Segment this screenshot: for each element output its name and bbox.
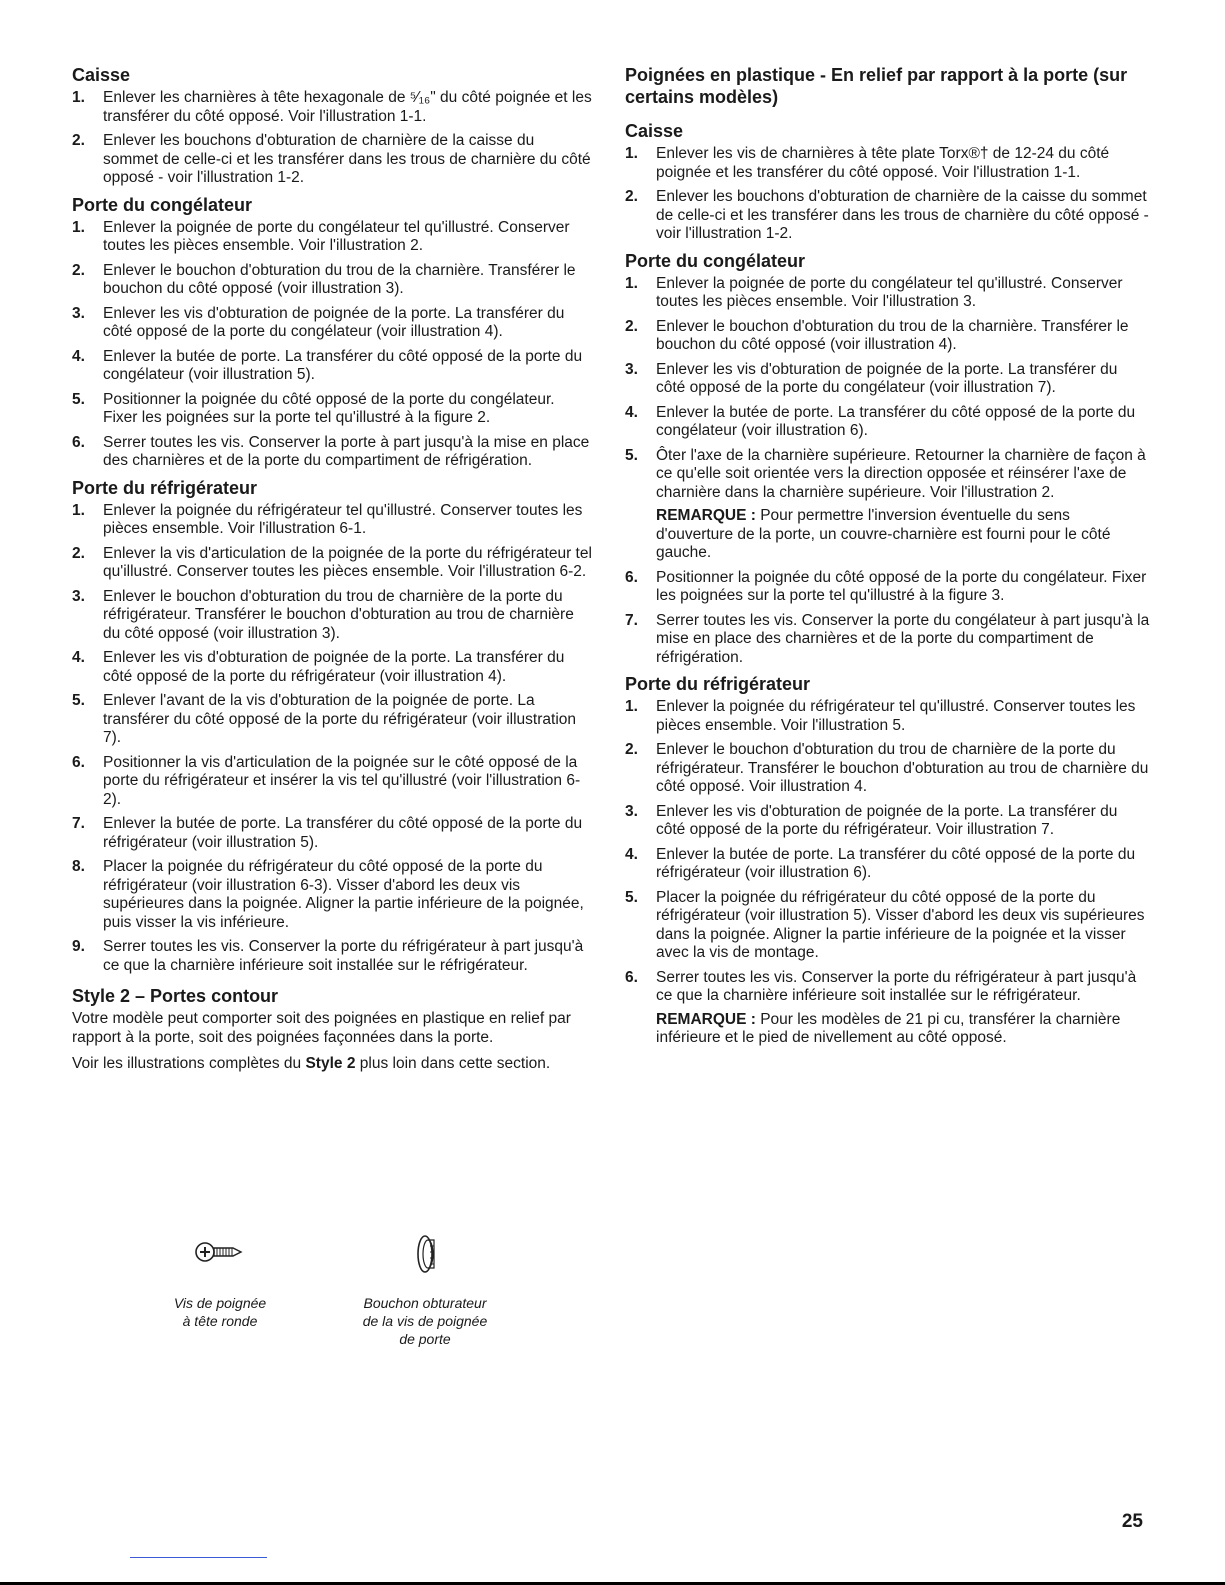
list-item-text: Enlever le bouchon d'obturation du trou de la charnière. Transférer le bouchon du côté opposé (voir illustration 3). — [103, 261, 576, 297]
bottom-rule — [130, 1557, 267, 1558]
list-item-text: Enlever les vis d'obturation de poignée de la porte. La transférer du côté opposé de la porte du congélateur (voir illustration 4). — [103, 304, 565, 340]
style2-reference — [72, 1055, 592, 1074]
list-item — [625, 404, 1150, 441]
section-heading-congelateur-right: Porte du congélateur — [625, 250, 806, 271]
list-item — [625, 188, 1150, 244]
list-item — [625, 969, 1150, 1006]
list-item — [625, 803, 1150, 840]
list-item-number: 5. — [72, 692, 85, 709]
list-item — [72, 502, 592, 539]
style2-reference-c: plus loin dans cette section. — [355, 1055, 551, 1072]
list-refrigerateur-right — [625, 698, 1150, 1006]
list-item — [72, 858, 592, 932]
list-item — [625, 612, 1150, 668]
list-item-text: Enlever les vis d'obturation de poignée de la porte. La transférer du côté opposé de la porte du réfrigérateur (voir illustration 4). — [103, 649, 565, 685]
style2-paragraph: Votre modèle peut comporter soit des poignées en plastique en relief par rapport à la porte, soit des poignées façonnées dans la porte. — [72, 1010, 571, 1046]
list-caisse-right — [625, 145, 1150, 244]
note-text: Pour permettre l'inversion éventuelle du sens d'ouverture de la porte, un couvre-charnière est fourni pour le côté gauche. — [656, 507, 1111, 561]
note-text: Pour les modèles de 21 pi cu, transférer la charnière inférieure et le pied de nivellement au côté opposé. — [656, 1010, 1121, 1046]
list-item-text: Serrer toutes les vis. Conserver la porte à part jusqu'à la mise en place des charnières et de la porte du compartiment de réfrigération. — [103, 433, 590, 469]
list-item — [72, 391, 592, 428]
parts-illustrations — [140, 1232, 560, 1362]
list-item — [625, 569, 1150, 606]
list-item-text: Enlever les charnières à tête hexagonale de ⁵⁄₁₆" du côté poignée et les transférer du côté opposé. Voir l'illustration 1-1. — [103, 89, 592, 125]
list-item-text: Placer la poignée du réfrigérateur du côté opposé de la porte du réfrigérateur (voir illustration 5). Visser d'abord les deux vis supérieures dans la poignée. Aligner la partie inférieure de la poignée et la visser avec la vis de montage. — [656, 888, 1145, 961]
list-item-text: Enlever les vis d'obturation de poignée de la porte. La transférer du côté opposé de la porte du réfrigérateur. Voir illustration 7. — [656, 802, 1118, 838]
plug-caption-3: de porte — [399, 1331, 451, 1347]
list-refrigerateur — [72, 502, 592, 976]
list-item-number: 1. — [72, 89, 85, 106]
list-item-text: Serrer toutes les vis. Conserver la porte du congélateur à part jusqu'à la mise en place des charnières et de la porte du compartiment de réfrigération. — [656, 611, 1150, 666]
list-item-text: Enlever la poignée du réfrigérateur tel qu'illustré. Conserver toutes les pièces ensemble. Voir l'illustration 6-1. — [103, 501, 583, 537]
screw-caption-2: à tête ronde — [182, 1313, 258, 1329]
list-item-number: 8. — [72, 858, 85, 875]
note-refrigerateur — [625, 1011, 1150, 1048]
round-head-screw-icon — [195, 1232, 245, 1272]
list-item-text: Enlever la vis d'articulation de la poignée de la porte du réfrigérateur tel qu'illustré. Conserver toutes les pièces ensemble. Voir l'illustration 6-2. — [103, 544, 592, 580]
list-item-text: Placer la poignée du réfrigérateur du côté opposé de la porte du réfrigérateur (voir illustration 6-3). Visser d'abord les deux vis supérieures dans la poignée. Aligner la partie inférieure de la poignée, puis visser la vis inférieure. — [103, 858, 584, 931]
list-item-number: 1. — [72, 218, 85, 236]
plug-caption-1: Bouchon obturateur — [363, 1295, 487, 1311]
list-item-number: 1. — [625, 145, 638, 162]
list-item-number: 5. — [625, 888, 638, 906]
list-item-text: Enlever les bouchons d'obturation de charnière de la caisse du sommet de celle-ci et les transférer dans les trous de charnière du côté opposé - voir l'illustration 1-2. — [656, 188, 1149, 242]
list-item-number: 2. — [625, 317, 638, 335]
section-heading-refrigerateur: Porte du réfrigérateur — [72, 477, 258, 498]
list-item-text: Positionner la poignée du côté opposé de la porte du congélateur. Fixer les poignées sur la porte tel qu'illustré à la figure 3. — [656, 568, 1147, 604]
list-item — [72, 305, 592, 342]
list-item-number: 3. — [72, 587, 85, 605]
list-item-number: 7. — [625, 611, 638, 629]
list-item — [625, 275, 1150, 312]
list-item-number: 2. — [625, 188, 638, 205]
left-column — [72, 64, 592, 1082]
list-item-text: Enlever les vis de charnières à tête plate Torx®† de 12-24 du côté poignée et les transférer du côté opposé. Voir l'illustration 1-1. — [656, 145, 1110, 181]
section-heading-congelateur: Porte du congélateur — [72, 194, 253, 215]
list-item-number: 4. — [72, 347, 85, 365]
list-item-number: 6. — [72, 753, 85, 771]
part-plug — [330, 1232, 520, 1348]
note-label: REMARQUE : — [656, 507, 756, 524]
list-item — [72, 588, 592, 644]
list-item-number: 7. — [72, 815, 85, 832]
list-item — [625, 741, 1150, 797]
list-item-text: Enlever le bouchon d'obturation du trou de la charnière. Transférer le bouchon du côté opposé (voir illustration 4). — [656, 317, 1129, 353]
list-item-text: Positionner la poignée du côté opposé de la porte du congélateur. Fixer les poignées sur la porte tel qu'illustré à la figure 2. — [103, 390, 555, 426]
list-item-text: Enlever la butée de porte. La transférer du côté opposé de la porte du congélateur (voir illustration 6). — [656, 403, 1136, 439]
list-item-number: 4. — [625, 845, 638, 863]
list-item-text: Serrer toutes les vis. Conserver la porte du réfrigérateur à part jusqu'à ce que la charnière inférieure soit installée sur le réfrigérateur. — [103, 938, 584, 974]
list-item — [72, 434, 592, 471]
list-congelateur — [72, 219, 592, 471]
list-item-number: 2. — [72, 544, 85, 562]
list-item-text: Enlever la poignée de porte du congélateur tel qu'illustré. Conserver toutes les pièces ensemble. Voir l'illustration 2. — [103, 218, 570, 254]
list-item-number: 5. — [625, 446, 638, 464]
style2-reference-bold: Style 2 — [305, 1055, 356, 1072]
list-item-number: 1. — [625, 698, 638, 715]
list-item — [72, 938, 592, 975]
list-item-number: 4. — [625, 403, 638, 421]
style2-reference-a: Voir les illustrations complètes du — [72, 1055, 306, 1072]
section-heading-caisse-right: Caisse — [625, 121, 684, 141]
list-item — [625, 318, 1150, 355]
list-item-text: Enlever la butée de porte. La transférer du côté opposé de la porte du réfrigérateur (voir illustration 6). — [656, 845, 1136, 881]
list-item — [625, 698, 1150, 735]
list-item-number: 2. — [72, 132, 85, 149]
right-column — [625, 64, 1150, 1054]
list-item-number: 1. — [625, 274, 638, 292]
list-item — [625, 889, 1150, 963]
list-item-text: Enlever la poignée de porte du congélateur tel qu'illustré. Conserver toutes les pièces ensemble. Voir l'illustration 3. — [656, 274, 1123, 310]
list-item-number: 3. — [625, 802, 638, 820]
list-item-number: 5. — [72, 390, 85, 408]
main-heading-plastic-handles: Poignées en plastique - En relief par rapport à la porte (sur certains modèles) — [625, 65, 1128, 107]
list-item-text: Positionner la vis d'articulation de la poignée sur le côté opposé de la porte du réfrigérateur et insérer la vis tel qu'illustré (voir l'illustration 6-2). — [103, 753, 581, 808]
section-heading-refrigerateur-right: Porte du réfrigérateur — [625, 674, 811, 694]
list-item — [72, 219, 592, 256]
list-item — [72, 815, 592, 852]
list-item-text: Enlever les bouchons d'obturation de charnière de la caisse du sommet de celle-ci et les transférer dans les trous de charnière du côté opposé - voir l'illustration 1-2. — [103, 132, 591, 186]
list-item-number: 2. — [625, 741, 638, 758]
list-item-text: Enlever le bouchon d'obturation du trou de charnière de la porte du réfrigérateur. Transférer le bouchon d'obturation au trou de charnière du côté opposé. Voir illustration 4. — [656, 741, 1149, 795]
list-item — [625, 145, 1150, 182]
list-item-text: Enlever le bouchon d'obturation du trou de charnière de la porte du réfrigérateur. Transférer le bouchon d'obturation au trou de charnière du côté opposé (voir illustration 3). — [103, 587, 574, 642]
list-item — [72, 262, 592, 299]
list-item — [72, 545, 592, 582]
list-item — [72, 692, 592, 748]
list-item — [72, 89, 592, 126]
list-item-text: Ôter l'axe de la charnière supérieure. Retourner la charnière de façon à ce qu'elle soit orientée vers la direction opposée et réinsérer l'axe de charnière dans la charnière supérieure. Voir l'illustration 2. — [656, 446, 1146, 501]
list-caisse — [72, 89, 592, 188]
list-item-number: 6. — [72, 433, 85, 451]
list-item — [625, 361, 1150, 398]
list-item — [72, 649, 592, 686]
list-item-number: 1. — [72, 501, 85, 519]
list-item-number: 6. — [625, 968, 638, 986]
page-number: 25 — [1121, 1511, 1143, 1532]
section-heading-style2: Style 2 – Portes contour — [72, 986, 279, 1006]
list-item — [72, 132, 592, 188]
list-item — [625, 846, 1150, 883]
note-label: REMARQUE : — [656, 1010, 756, 1028]
list-congelateur-right — [625, 275, 1150, 503]
screw-caption-1: Vis de poignée — [173, 1295, 267, 1311]
list-item-number: 9. — [72, 938, 85, 955]
list-congelateur-right-2 — [625, 569, 1150, 668]
list-item — [72, 348, 592, 385]
list-item-number: 3. — [72, 304, 85, 322]
part-screw — [130, 1232, 310, 1330]
list-item-number: 2. — [72, 261, 85, 279]
plug-caption-2: de la vis de poignée — [362, 1313, 488, 1329]
list-item — [625, 447, 1150, 503]
list-item — [72, 754, 592, 810]
list-item-text: Enlever l'avant de la vis d'obturation de la poignée de porte. La transférer du côté opposé de la porte du réfrigérateur (voir illustration 7). — [103, 692, 576, 746]
list-item-number: 6. — [625, 568, 638, 586]
list-item-text: Enlever les vis d'obturation de poignée de la porte. La transférer du côté opposé de la porte du congélateur (voir illustration 7). — [656, 360, 1118, 396]
note-congelateur — [625, 507, 1150, 563]
section-heading-caisse: Caisse — [72, 65, 131, 85]
list-item-text: Enlever la butée de porte. La transférer du côté opposé de la porte du réfrigérateur (voir illustration 5). — [103, 815, 583, 851]
list-item-text: Enlever la butée de porte. La transférer du côté opposé de la porte du congélateur (voir illustration 5). — [103, 347, 583, 383]
list-item-number: 4. — [72, 649, 85, 666]
list-item-text: Serrer toutes les vis. Conserver la porte du réfrigérateur à part jusqu'à ce que la charnière inférieure soit installée sur le réfrigérateur. — [656, 968, 1137, 1004]
screw-plug-icon — [410, 1232, 440, 1276]
list-item-text: Enlever la poignée du réfrigérateur tel qu'illustré. Conserver toutes les pièces ensemble. Voir l'illustration 5. — [656, 698, 1136, 734]
list-item-number: 3. — [625, 360, 638, 378]
